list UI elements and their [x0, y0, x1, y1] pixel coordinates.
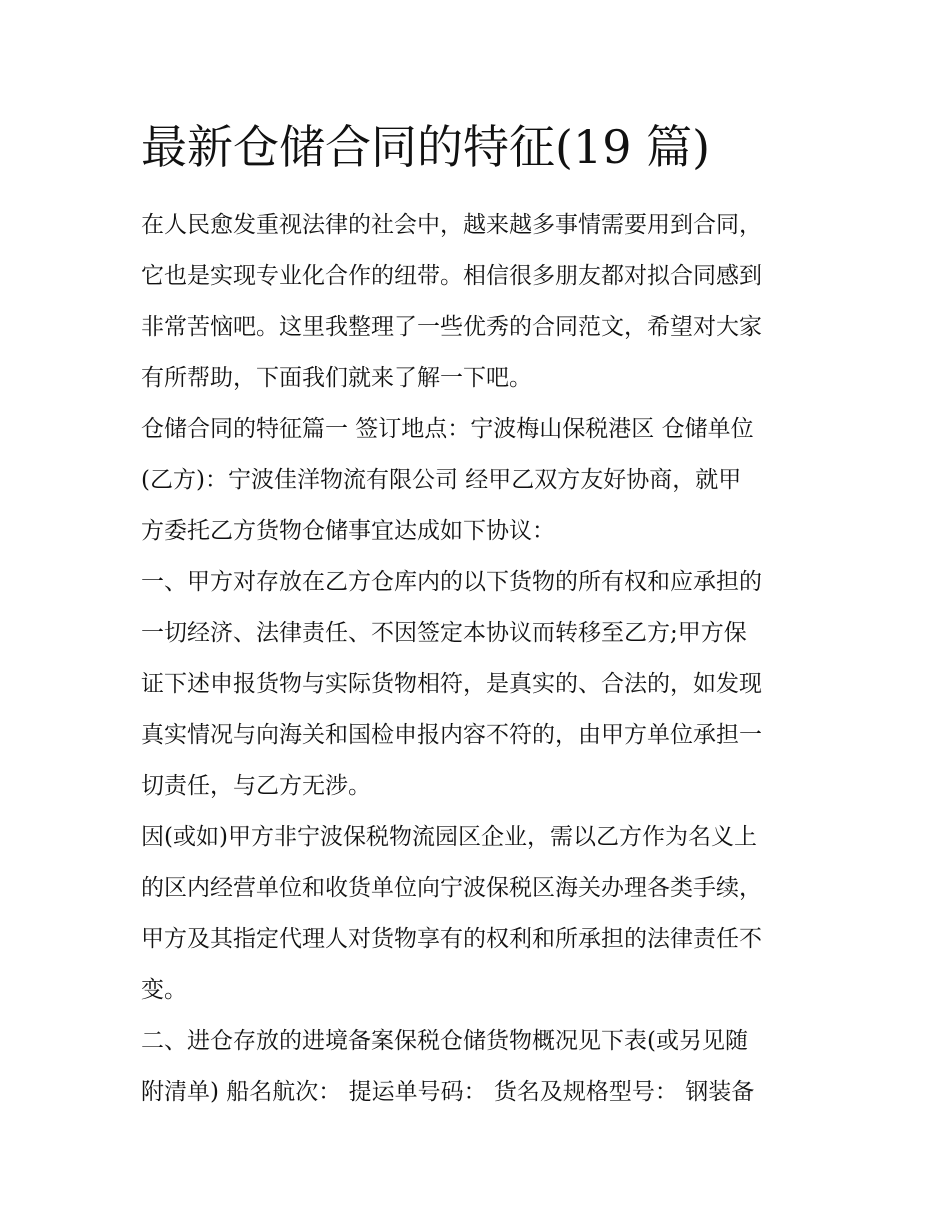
body-line: 它也是实现专业化合作的纽带。相信很多朋友都对拟合同感到: [141, 263, 762, 289]
body-line: 切责任，与乙方无涉。: [141, 773, 371, 799]
body-line: 非常苦恼吧。这里我整理了一些优秀的合同范文，希望对大家: [141, 314, 762, 340]
body-line: 的区内经营单位和收货单位向宁波保税区海关办理各类手续，: [141, 875, 762, 901]
document-title: 最新仓储合同的特征(19 篇): [141, 120, 711, 174]
body-line: (乙方)：宁波佳洋物流有限公司 经甲乙双方友好协商，就甲: [141, 467, 742, 493]
body-line: 二、进仓存放的进境备案保税仓储货物概况见下表(或另见随: [141, 1028, 748, 1054]
body-line: 附清单) 船名航次： 提运单号码： 货名及规格型号： 钢装备: [141, 1079, 755, 1105]
document-content: [141, 118, 813, 1118]
body-line: 真实情况与向海关和国检申报内容不符的，由甲方单位承担一: [141, 722, 762, 748]
document-body: [141, 200, 813, 1118]
body-line: 一、甲方对存放在乙方仓库内的以下货物的所有权和应承担的: [141, 569, 762, 595]
body-line: 因(或如)甲方非宁波保税物流园区企业，需以乙方作为名义上: [141, 824, 757, 850]
body-line: 甲方及其指定代理人对货物享有的权利和所承担的法律责任不: [141, 926, 762, 952]
body-line: 在人民愈发重视法律的社会中，越来越多事情需要用到合同，: [141, 212, 762, 238]
body-line: 变。: [141, 977, 187, 1003]
body-line: 证下述申报货物与实际货物相符，是真实的、合法的，如发现: [141, 671, 762, 697]
body-line: 方委托乙方货物仓储事宜达成如下协议：: [141, 518, 555, 544]
body-line: 一切经济、法律责任、不因签定本协议而转移至乙方;甲方保: [141, 620, 747, 646]
body-line: 仓储合同的特征篇一 签订地点：宁波梅山保税港区 仓储单位: [141, 416, 754, 442]
body-line: 有所帮助，下面我们就来了解一下吧。: [141, 365, 532, 391]
